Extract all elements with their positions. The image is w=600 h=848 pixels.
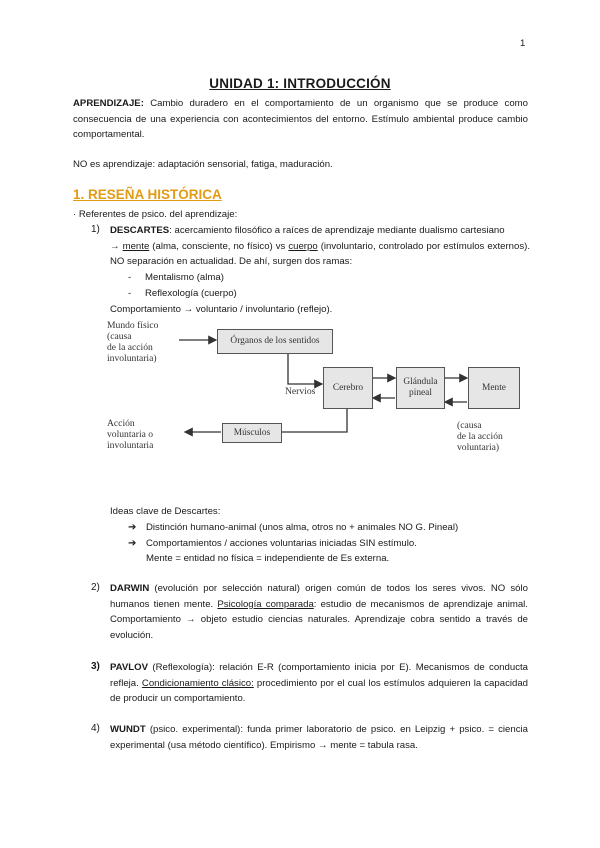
action-line: Acción [107,418,135,429]
brain-box: Cerebro [323,367,373,409]
item-number-darwin: 2) [91,582,100,593]
pavlov-text-b: procedimiento por el cual los estímulos adquieren la capacidad de producir un comportamiento. [110,677,528,705]
mind-box: Mente [468,367,520,409]
muscles-box: Músculos [222,423,282,443]
idea-extra: Mente = entidad no física = independiente de Es externa. [146,553,390,564]
darwin-text-a: (evolución por selección natural) origen común de todos los seres vivos. NO sólo humanos tienen mente. [110,583,528,610]
idea-item: ➔ Comportamientos / acciones voluntarias iniciadas SIN estímulo. [128,538,417,549]
darwin-name: DARWIN [110,583,150,594]
action-line: involuntaria [107,440,154,451]
pineal-line: pineal [409,388,432,398]
descartes-cuerpo: cuerpo [288,240,318,252]
sense-organs-box: Órganos de los sentidos [217,329,333,354]
item-number-wundt: 4) [91,723,100,734]
descartes-name: DESCARTES [110,225,170,236]
descartes-text-a: : acercamiento filosófico a raíces de aprendizaje mediante dualismo cartesiano [169,225,505,236]
page-title: UNIDAD 1: INTRODUCCIÓN [209,76,391,91]
descartes-arrow: → [110,240,123,252]
behavior-line: Comportamiento → voluntario / involuntario (reflejo). [110,304,333,315]
arrow-senses-to-brain [288,354,322,384]
descartes-paragraph [110,223,530,270]
item-number-descartes: 1) [91,224,100,235]
idea-item: ➔ Distinción humano-animal (unos alma, otros no + animales NO G. Pineal) [128,522,459,533]
branch-reflexologia: - Reflexología (cuerpo) [128,288,237,299]
branch-mentalismo: - Mentalismo (alma) [128,272,224,283]
mind-cause-line: de la acción [457,431,503,442]
referents-line: · Referentes de psico. del aprendizaje: [73,209,238,220]
descartes-mente: mente [122,240,150,252]
physical-world-line: Mundo físico [107,320,159,331]
action-label [107,418,153,451]
darwin-paragraph [110,581,528,643]
pavlov-paragraph [110,660,528,707]
darwin-comparada: Psicología comparada [217,598,314,610]
definition-term: APRENDIZAJE: [73,98,144,109]
pavlov-text-a: (Reflexología): relación E-R (comportamiento inicia por E). Mecanismos de conducta refleja. [110,662,528,689]
descartes-diagram [105,316,535,466]
pavlov-clasico: Condicionamiento clásico: [141,677,254,689]
mind-cause-line: voluntaria) [457,442,500,453]
definition-text: Cambio duradero en el comportamiento de un organismo que se produce como consecuencia de una experiencia con acontecimientos del entorno. Estímulo ambiental produce cambio comportamental. [73,98,528,141]
nerves-label: Nervios [285,386,316,397]
descartes-text-c: (involuntario, controlado por estímulos externos). NO separación en actualidad. De ahí, surgen dos ramas: [110,240,531,268]
idea-text: Comportamientos / acciones voluntarias iniciadas SIN estímulo. [146,538,417,549]
action-line: voluntaria o [107,429,154,440]
descartes-text-b: (alma, consciente, no físico) vs [149,240,289,252]
physical-world-label [107,320,158,364]
physical-world-line: de la acción [107,342,153,353]
ideas-title: Ideas clave de Descartes: [110,506,221,517]
physical-world-line: involuntaria) [107,353,157,364]
wundt-name: WUNDT [110,724,146,735]
branch-label: Mentalismo (alma) [145,272,224,283]
pavlov-name: PAVLOV [110,662,149,673]
physical-world-line: (causa [107,331,132,342]
mind-cause-label [457,420,503,453]
definition-paragraph [73,96,528,143]
section-heading: 1. RESEÑA HISTÓRICA [73,187,222,202]
pineal-box [396,367,445,409]
branch-label: Reflexología (cuerpo) [145,288,237,299]
not-learning-line: NO es aprendizaje: adaptación sensorial, fatiga, maduración. [73,159,333,170]
page-number: 1 [520,38,526,49]
idea-text: Distinción humano-animal (unos alma, otros no + animales NO G. Pineal) [146,522,459,533]
pineal-line: Glándula [403,377,438,387]
wundt-paragraph [110,722,528,753]
mind-cause-line: (causa [457,420,482,431]
darwin-text-b: : estudio de mecanismos de aprendizaje animal. Comportamiento → objeto estudio ciencias naturales. Aprendizaje cobra sentido a través de evolución. [110,598,528,641]
item-number-pavlov: 3) [91,661,100,672]
wundt-text: (psico. experimental): funda primer laboratorio de psico. en Leipzig + psico. = ciencia experimental (usa método científico). Empirismo → mente = tabula rasa. [110,724,528,751]
